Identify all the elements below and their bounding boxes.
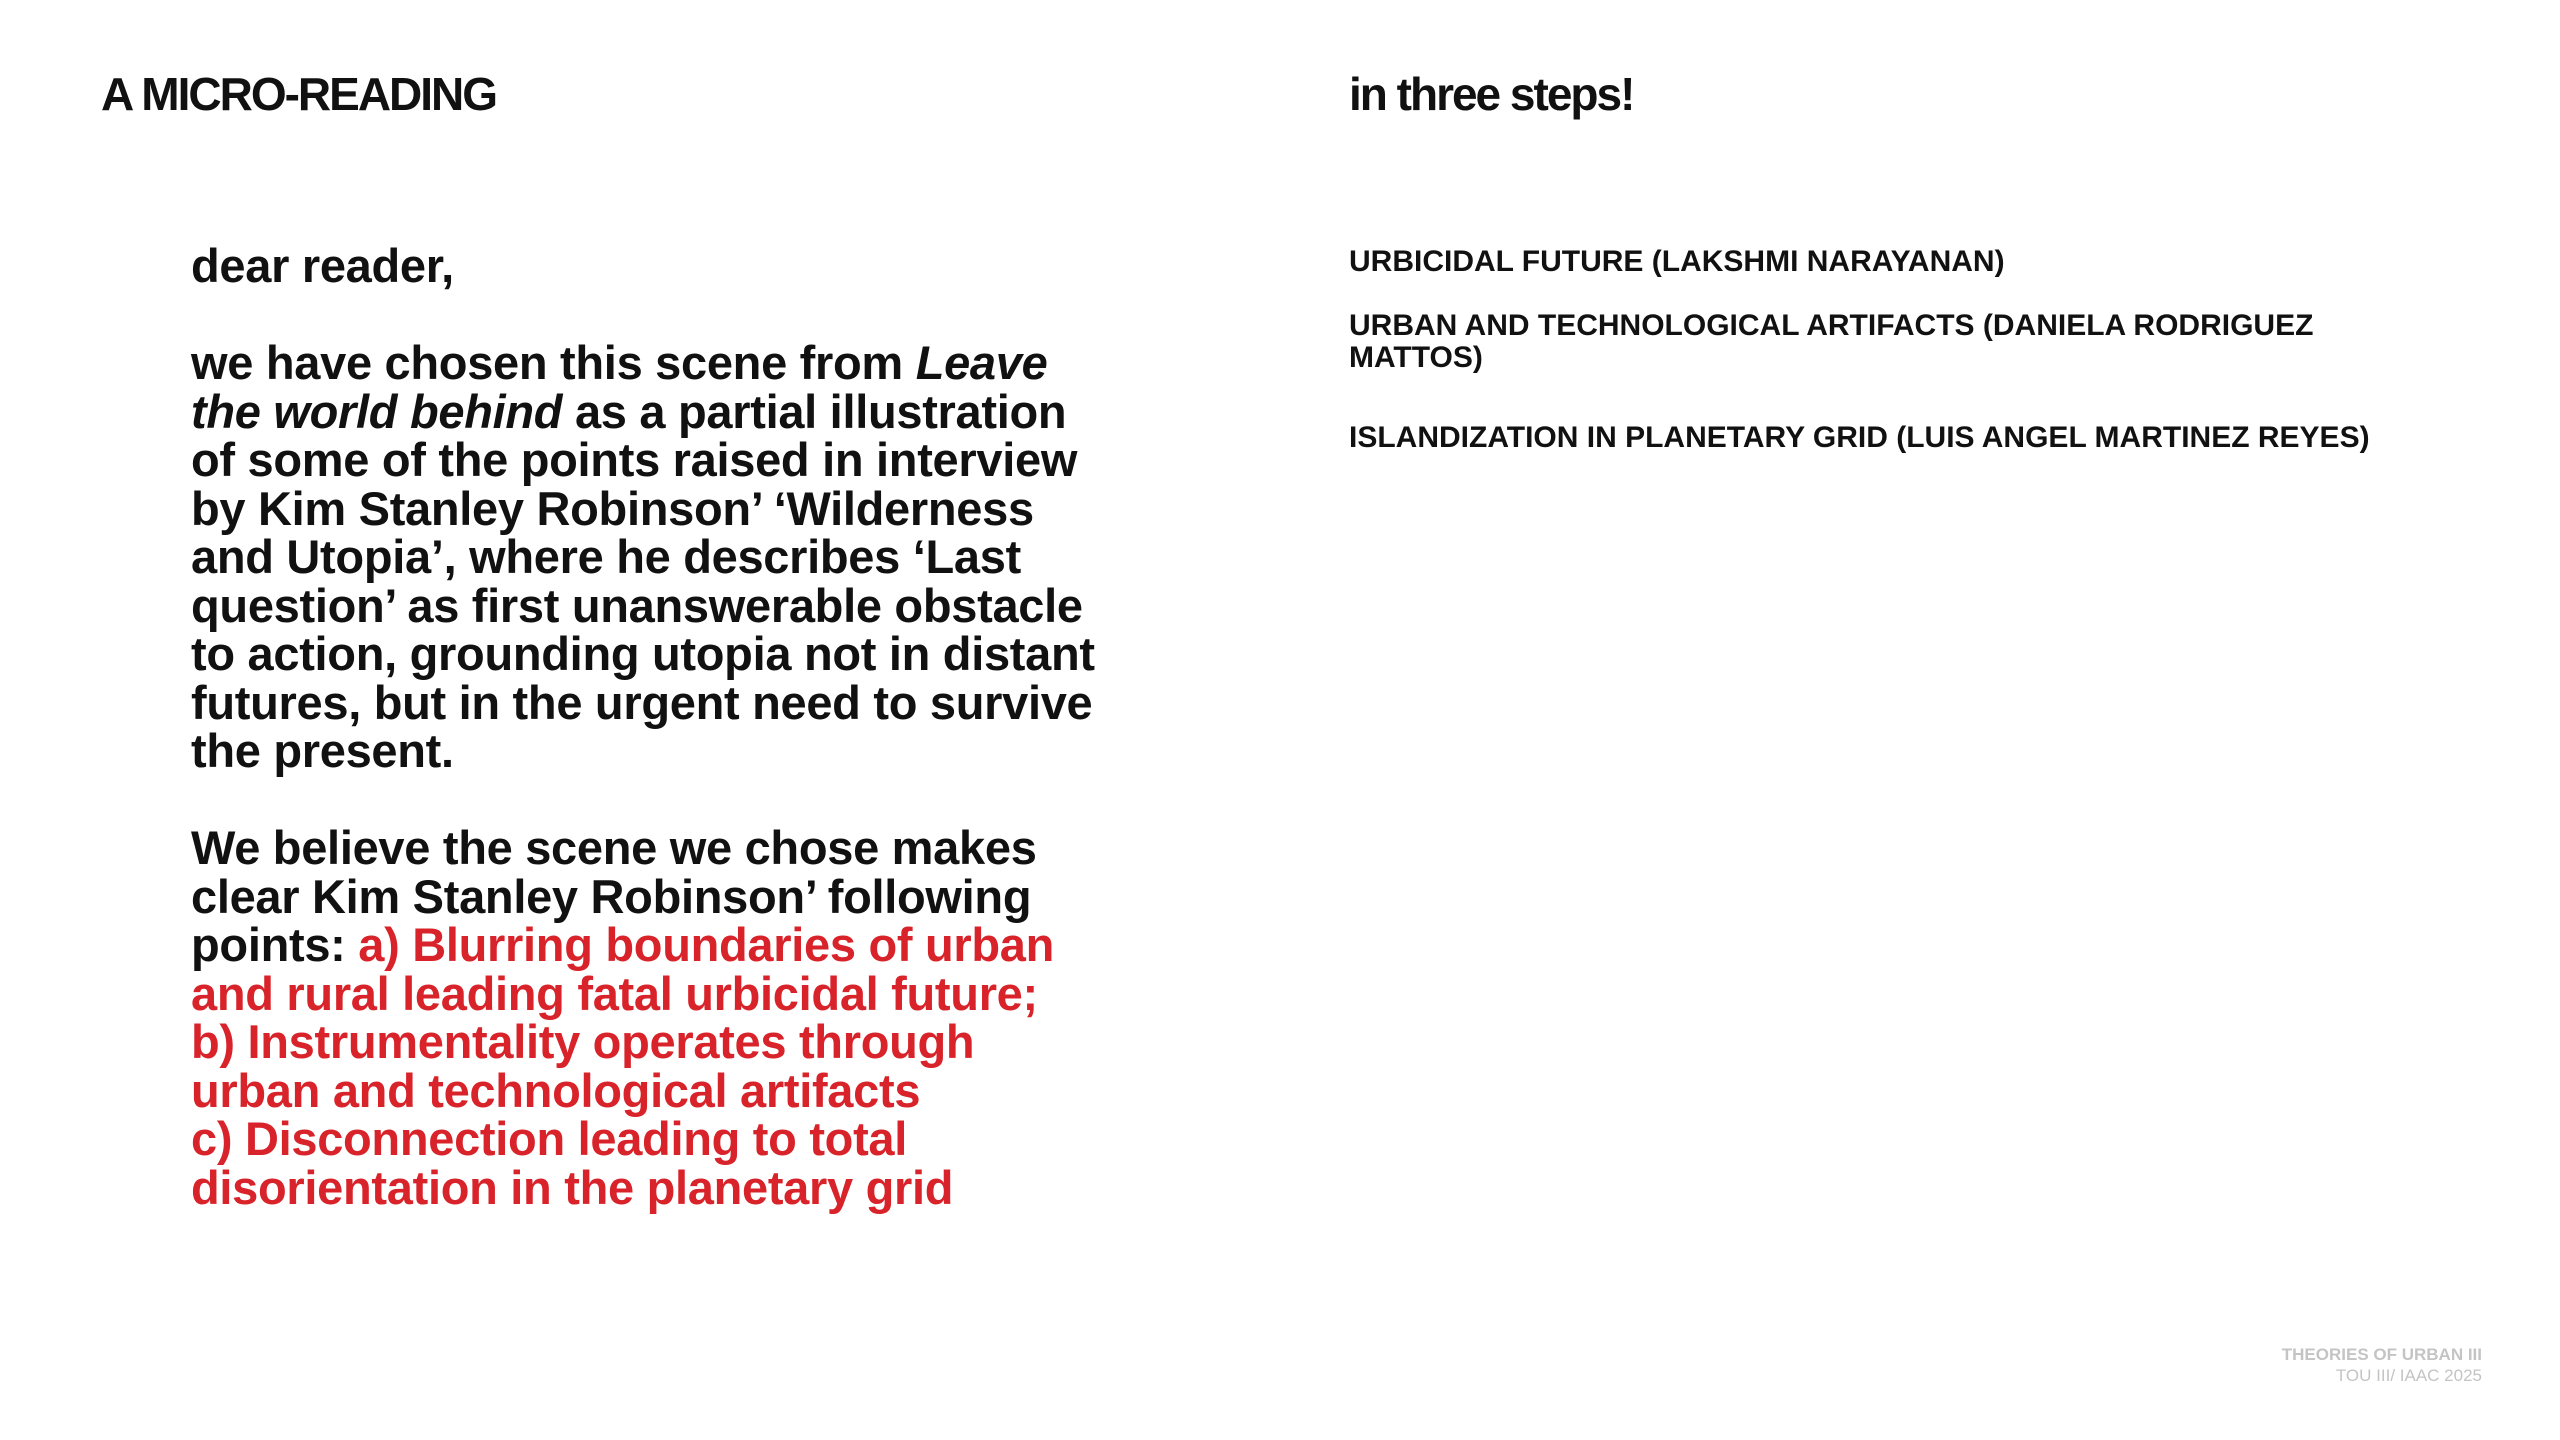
text-line: to action, grounding utopia not in distant (191, 627, 1095, 680)
point-b: b) Instrumentality operates through (191, 1015, 975, 1068)
text-line: the world behind as a partial illustration (191, 384, 1067, 438)
page-title: A MICRO-READING (101, 68, 497, 120)
film-title-part: the world behind (191, 384, 563, 438)
steps-list (1349, 246, 2499, 454)
point-a: a) Blurring boundaries of urban (358, 918, 1055, 971)
text-line-highlight: disorientation in the planetary grid (191, 1160, 954, 1214)
text-line: we have chosen this scene from Leave (191, 336, 1048, 389)
text-line-highlight: urban and technological artifacts (191, 1063, 921, 1117)
text-line: question’ as first unanswerable obstacle (191, 578, 1083, 632)
text-line: and Utopia’, where he describes ‘Last (191, 530, 1021, 583)
course-title: THEORIES OF URBAN III (2281, 1345, 2482, 1364)
paragraph-intro (191, 336, 1191, 777)
subtitle: in three steps! (1349, 68, 1634, 120)
text-line-highlight: and rural leading fatal urbicidal future; (191, 966, 1038, 1020)
text-line: We believe the scene we chose makes (191, 821, 1037, 874)
text-line: points: a) Blurring boundaries of urban (191, 918, 1055, 971)
step-item: URBAN AND TECHNOLOGICAL ARTIFACTS (DANIELA RODRIGUEZ MATTOS) (1349, 309, 2314, 374)
letter-body (191, 239, 1191, 1261)
step-item: URBICIDAL FUTURE (LAKSHMI NARAYANAN) (1349, 245, 2005, 278)
step-item: ISLANDIZATION IN PLANETARY GRID (LUIS ANGEL MARTINEZ REYES) (1349, 421, 2370, 454)
paragraph-points (191, 821, 1191, 1214)
text-line: of some of the points raised in interview (191, 433, 1078, 486)
greeting: dear reader, (191, 239, 454, 292)
point-c: c) Disconnection leading to total (191, 1112, 908, 1165)
text-line: by Kim Stanley Robinson’ ‘Wilderness (191, 481, 1034, 535)
text-line: the present. (191, 724, 454, 777)
footer-credit (2282, 1344, 2482, 1386)
text-line: clear Kim Stanley Robinson’ following (191, 869, 1032, 923)
text-line: futures, but in the urgent need to survive (191, 675, 1093, 729)
course-code: TOU III/ IAAC 2025 (2335, 1366, 2482, 1385)
film-title-part: Leave (915, 336, 1048, 389)
